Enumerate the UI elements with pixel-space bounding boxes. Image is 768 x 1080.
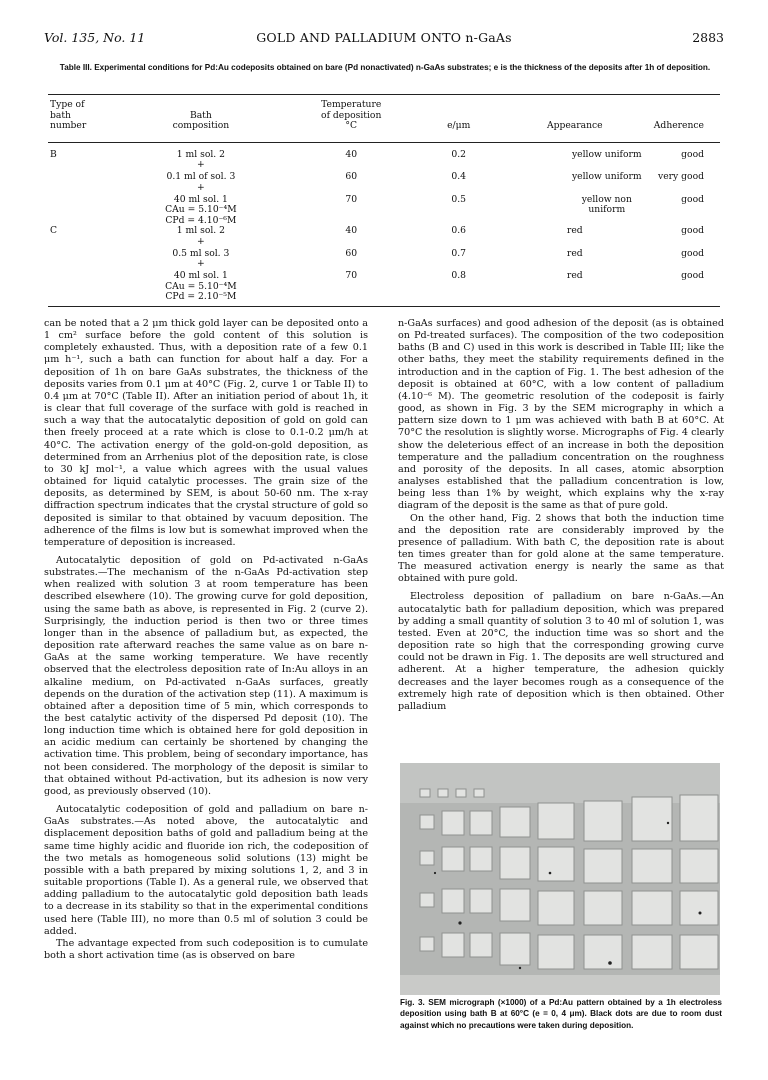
paragraph: The advantage expected from such codeposition is to cumulate both a short activation time (as is observed on bare (44, 937, 368, 961)
table-header-row (48, 100, 720, 136)
sem-micrograph (400, 763, 720, 995)
left-text-column (44, 318, 368, 962)
running-header (44, 30, 724, 46)
paragraph: can be noted that a 2 μm thick gold layer can be deposited onto a 1 cm² surface before the gold content of this solution is completely exhausted. Thus, with a deposition rate of a few 0.1 μm h⁻¹, such a bath can function for about half a day. For a deposition of 1h on bare GaAs substrates, the thickness of the deposits varies from 0.1 μm at 40°C (Fig. 2, curve 1 or Table II) to 0.4 μm at 70°C (Table II). After an initiation period of about 1h, it is clear that full coverage of the surface with gold is reached in such a way that the autocatalytic deposition of gold on gold can then freely proceed at a rate which is close to 0.1-0.2 μm/h at 40°C. The activation energy of the gold-on-gold deposition, as determined from an Arrhenius plot of the deposition rate, is close to 30 kJ mol⁻¹, a value which agrees with the usual values obtained for liquid catalytic processes. The grain size of the deposits, as determined by SEM, is about 50-60 nm. The x-ray diffraction spectrum indicates that the crystal structure of gold so deposited is similar to that obtained by vacuum deposition. The adherence of the films is low but is somewhat improved when the temperature of deposition is increased. (44, 318, 368, 548)
page-number: 2883 (692, 30, 724, 45)
table-bottom-rule (48, 306, 720, 307)
col-header-type: Type of bath number (50, 99, 87, 131)
plus-sign: + (197, 258, 205, 269)
table-row: B 1 ml sol. 2 40 0.2 yellow uniform good (50, 148, 704, 160)
plus-sign: + (197, 235, 205, 247)
col-header-appearance: Appearance (546, 120, 603, 131)
running-title: GOLD AND PALLADIUM ONTO n-GaAs (256, 30, 512, 45)
micrograph-pattern-image (400, 763, 720, 995)
table-row: C 1 ml sol. 2 40 0.6 red good (50, 225, 704, 236)
col-header-adherence: Adherence (653, 120, 704, 131)
conditions-table (48, 100, 720, 303)
paragraph: On the other hand, Fig. 2 shows that both the induction time and the deposition rate are considerably improved by the presence of palladium. With bath C, the deposition rate is about ten times greater than for gold alone at the same temperature. The measured activation energy is nearly the same as that obtained with pure gold. (398, 512, 724, 585)
paragraph: Autocatalytic codeposition of gold and palladium on bare n-GaAs substrates.—As noted above, the autocatalytic and displacement deposition baths of gold and palladium being at the same time highly acidic and fluoride ion rich, the codeposition of the two metals as homogeneous solid solutions (13) might be possible with a bath prepared by mixing solutions 1, 2, and 3 in suitable proportions (Table I). As a general rule, we observed that adding palladium to the autocatalytic gold deposition bath leads to a decrease in its stability so that in the experimental conditions used here (Table III), no more than 0.5 ml of solution 3 could be added. (44, 804, 368, 937)
paragraph: Electroless deposition of palladium on bare n-GaAs.—An autocatalytic bath for palladium deposition, which was prepared by adding a small quantity of solution 3 to 40 ml of solution 1, was tested. Even at 20°C, the induction time was so short and the deposition rate so high that the corresponding growing curve could not be drawn in Fig. 1. The deposits are well structured and adherent. At a higher temperature, the adhesion quickly decreases and the layer becomes rough as a consequence of the extremely high rate of deposition which is then obtained. Other palladium (398, 591, 724, 712)
plus-sign: + (197, 181, 205, 193)
table-row: 40 ml sol. 1 CAu = 5.10⁻⁴M CPd = 2.10⁻⁵M 70 0.8 red good (165, 270, 704, 302)
figure-caption: Fig. 3. SEM micrograph (×1000) of a Pd:Au pattern obtained by a 1h electroless deposition using bath B at 60°C (e = 0, 4 μm). Black dots are due to room dust against which no precautions were taken during deposition. (400, 998, 722, 1030)
col-header-composition: Bath composition (172, 109, 230, 131)
col-header-temperature: Temperature of deposition °C (321, 99, 382, 131)
table-top-rule (48, 94, 720, 95)
plus-sign: + (197, 159, 205, 170)
table-row: 0.5 ml sol. 3 60 0.7 red good (172, 247, 704, 259)
paragraph: n-GaAs surfaces) and good adhesion of the deposit (as is obtained on Pd-treated surfaces). The composition of the two codeposition baths (B and C) used in this work is described in Table III; like the other baths, they meet the stability requirements defined in the introduction and in the caption of Fig. 1. The best adhesion of the deposit is obtained at 60°C, with a low content of palladium (4.10⁻⁶ M). The geometric resolution of the codeposit is fairly good, as shown in Fig. 3 by the SEM micrography in which a pattern size down to 1 μm was achieved with bath B at 60°C. At 70°C the resolution is slightly worse. Micrographs of Fig. 4 clearly show the deleterious effect of an increase in both the deposition temperature and the palladium concentration on the roughness and porosity of the deposits. In all cases, atomic absorption analyses established that the palladium concentration is low, being less than 1% by weight, which explains why the x-ray diagram of the deposit is the same as that of pure gold. (398, 318, 724, 512)
table-row: 0.1 ml of sol. 3 60 0.4 yellow uniform very good (166, 171, 704, 182)
table-caption: Table III. Experimental conditions for Pd:Au codeposits obtained on bare (Pd nonactivated) n-GaAs substrates; e is the thickness of the deposits after 1h of deposition. (59, 63, 711, 72)
right-text-column (398, 318, 724, 713)
col-header-thickness: e/μm (447, 120, 471, 131)
paragraph: Autocatalytic deposition of gold on Pd-activated n-GaAs substrates.—The mechanism of the n-GaAs Pd-activation step when realized with solution 3 at room temperature has been described elsewhere (10). The growing curve for gold deposition, using the same bath as above, is represented in Fig. 2 (curve 2). Surprisingly, the induction period is then two or three times longer than in the absence of palladium but, as expected, the deposition rate afterward reaches the same value as on bare n-GaAs at the same working temperature. We have recently observed that the electroless deposition rate of In:Au alloys in an alkaline medium, on Pd-activated n-GaAs surfaces, greatly depends on the duration of the activation step (11). A maximum is obtained after a deposition time of 5 min, which corresponds to the best catalytic activity of the dispersed Pd deposit (10). The long induction time which is obtained here for gold deposition in an acidic medium can certainly be shortened by changing the activation time. This problem, being of secondary importance, has not been considered. The morphology of the deposit is similar to that obtained without Pd-activation, but its adhesion is now very good, as previously observed (10). (44, 554, 368, 797)
table-row: 40 ml sol. 1 CAu = 5.10⁻⁴M CPd = 4.10⁻⁶M 70 0.5 yellow non uniform good (165, 193, 704, 226)
journal-volume: Vol. 135, No. 11 (44, 30, 146, 45)
